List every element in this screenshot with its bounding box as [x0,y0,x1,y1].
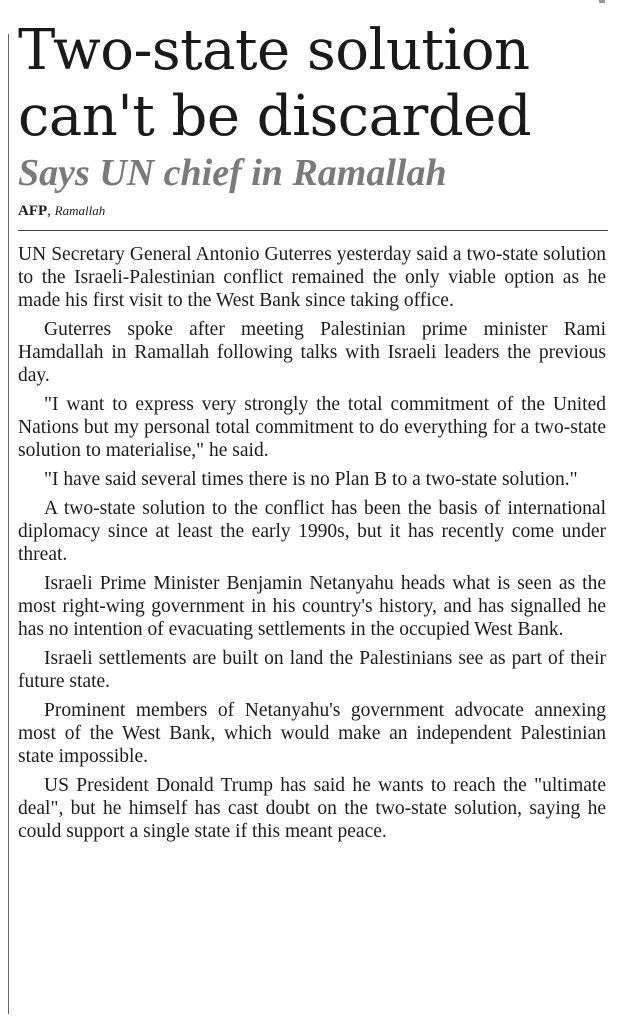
paragraph: Guterres spoke after meeting Palestinian prime minister Rami Hamdallah in Ramallah following talks with Israeli leaders the previous day. [18,319,606,386]
top-edge-mark [599,0,605,3]
column-rule [8,34,9,1014]
byline-divider [18,230,608,231]
byline-place: Ramallah [54,203,106,218]
headline-line-1: Two-state solution [18,18,530,83]
paragraph: "I have said several times there is no Plan B to a two-state solution." [44,469,578,490]
news-article [18,18,606,849]
article-body [18,243,606,843]
subheadline: Says UN chief in Ramallah [18,152,447,194]
byline-separator: , [47,203,55,219]
paragraph: Israeli Prime Minister Benjamin Netanyahu heads what is seen as the most right-wing government in his country's history, and has signalled he has no intention of evacuating settlements in the occupied West Bank. [18,573,606,640]
paragraph: Prominent members of Netanyahu's government advocate annexing most of the West Bank, which would make an independent Palestinian state impossible. [18,700,606,767]
paragraph: UN Secretary General Antonio Guterres yesterday said a two-state solution to the Israeli-Palestinian conflict remained the only viable option as he made his first visit to the West Bank since taking office. [18,244,606,311]
headline-line-2: can't be discarded [18,84,532,149]
byline-agency: AFP [18,203,48,219]
paragraph: "I want to express very strongly the total commitment of the United Nations but my personal total commitment to do everything for a two-state solution to materialise," he said. [18,394,606,461]
paragraph: A two-state solution to the conflict has been the basis of international diplomacy since at least the early 1990s, but it has recently come under threat. [18,498,606,565]
byline [18,202,606,220]
paragraph: Israeli settlements are built on land the Palestinians see as part of their future state. [18,648,606,692]
headline [18,18,606,150]
paragraph: US President Donald Trump has said he wants to reach the "ultimate deal", but he himself has cast doubt on the two-state solution, saying he could support a single state if this meant peace. [18,775,606,842]
